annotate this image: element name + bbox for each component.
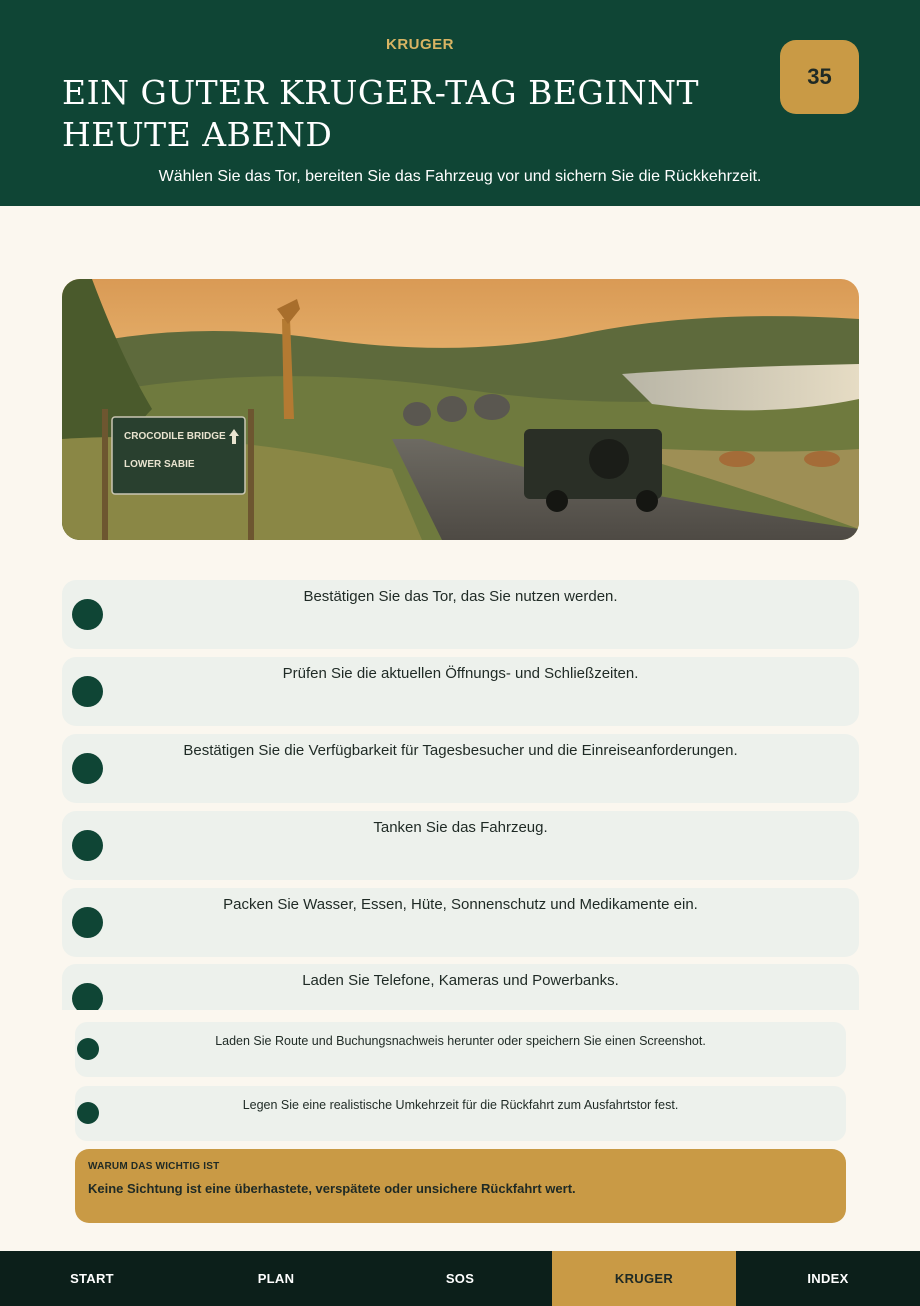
callout-box: [75, 1149, 846, 1223]
checklist-item[interactable]: [62, 657, 859, 726]
callout-label: WARUM DAS WICHTIG IST: [88, 1161, 220, 1172]
checklist-item[interactable]: [62, 888, 859, 957]
section-kicker: KRUGER: [385, 36, 454, 53]
nav-item-sos[interactable]: SOS: [445, 1271, 475, 1286]
nav-item-kruger[interactable]: KRUGER: [552, 1251, 736, 1306]
page-title: EIN GUTER KRUGER-TAG BEGINNT HEUTE ABEND: [62, 73, 700, 154]
checklist-item-text: Laden Sie Route und Buchungsnachweis herunter oder speichern Sie einen Screenshot.: [215, 1034, 706, 1048]
checklist-item[interactable]: [62, 580, 859, 649]
sign-text-lower-sabie: LOWER SABIE: [124, 459, 195, 470]
checklist-item-text: Bestätigen Sie das Tor, das Sie nutzen werden.: [303, 588, 618, 605]
checklist-item[interactable]: [75, 1022, 846, 1077]
page-number-badge: 35: [780, 40, 859, 114]
nav-item-index[interactable]: INDEX: [807, 1271, 849, 1286]
safari-photo: [62, 279, 859, 540]
nav-item-start[interactable]: START: [70, 1271, 114, 1286]
header: [0, 0, 920, 206]
nav-item-plan[interactable]: PLAN: [257, 1271, 295, 1286]
checklist-item-text: Bestätigen Sie die Verfügbarkeit für Tagesbesucher und die Einreiseanforderungen.: [183, 742, 738, 759]
checklist-item-text: Prüfen Sie die aktuellen Öffnungs- und Schließzeiten.: [282, 665, 639, 682]
bottom-nav: [0, 1251, 920, 1306]
checklist-item-text: Packen Sie Wasser, Essen, Hüte, Sonnenschutz und Medikamente ein.: [223, 896, 698, 913]
checklist-item-text: Laden Sie Telefone, Kameras und Powerbanks.: [302, 972, 619, 989]
sign-text-crocodile-bridge: CROCODILE BRIDGE: [124, 431, 226, 442]
checklist-item[interactable]: [75, 1086, 846, 1141]
page-subtitle: Wählen Sie das Tor, bereiten Sie das Fahrzeug vor und sichern Sie die Rückkehrzeit.: [158, 168, 762, 185]
checklist-item[interactable]: [62, 964, 859, 1010]
checklist-item[interactable]: [62, 734, 859, 803]
checklist-item[interactable]: [62, 811, 859, 880]
checklist-item-text: Tanken Sie das Fahrzeug.: [373, 819, 548, 836]
checklist-item-text: Legen Sie eine realistische Umkehrzeit für die Rückfahrt zum Ausfahrtstor fest.: [242, 1098, 679, 1112]
callout-text: Keine Sichtung ist eine überhastete, verspätete oder unsichere Rückfahrt wert.: [88, 1181, 576, 1196]
